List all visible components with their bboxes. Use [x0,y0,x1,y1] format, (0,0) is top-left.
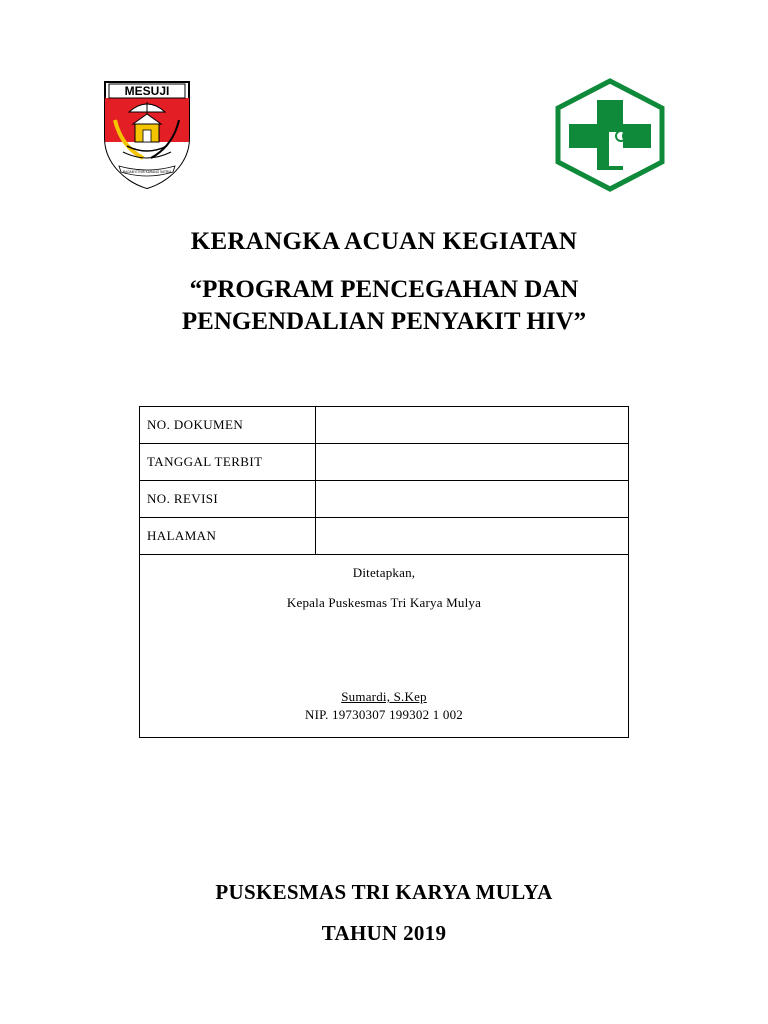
row-value-tanggal-terbit [316,444,629,481]
row-label-halaman: HALAMAN [140,518,316,555]
program-title [0,274,768,338]
program-title-line-1: “PROGRAM PENCEGAHAN DAN [189,276,579,303]
approval-position: Kepala Puskesmas Tri Karya Mulya [286,595,482,610]
puskesmas-logo [553,78,667,192]
approval-row [140,555,629,738]
row-label-no-dokumen: NO. DOKUMEN [140,407,316,444]
logo-motto-text: RAGAM ETNIS KARANG SATRIA [122,170,172,174]
document-title: KERANGKA ACUAN KEGIATAN [190,228,578,255]
table-row [140,407,629,444]
approver-nip: NIP. 19730307 199302 1 002 [305,707,463,722]
row-value-no-revisi [316,481,629,518]
row-value-no-dokumen [316,407,629,444]
row-label-no-revisi: NO. REVISI [140,481,316,518]
mesuji-coat-of-arms-logo [103,80,191,190]
approver-name: Sumardi, S.Kep [341,689,427,704]
logo-mesuji-text: MESUJI [124,84,170,98]
institution-name: PUSKESMAS TRI KARYA MULYA [215,880,553,904]
document-year: TAHUN 2019 [321,921,447,945]
table-row [140,481,629,518]
approval-block [140,555,629,738]
approval-ditetapkan: Ditetapkan, [352,565,416,580]
row-value-halaman [316,518,629,555]
document-info-table [139,406,629,738]
table-row [140,518,629,555]
program-title-line-2: PENGENDALIAN PENYAKIT HIV” [181,308,587,335]
table-row [140,444,629,481]
row-label-tanggal-terbit: TANGGAL TERBIT [140,444,316,481]
